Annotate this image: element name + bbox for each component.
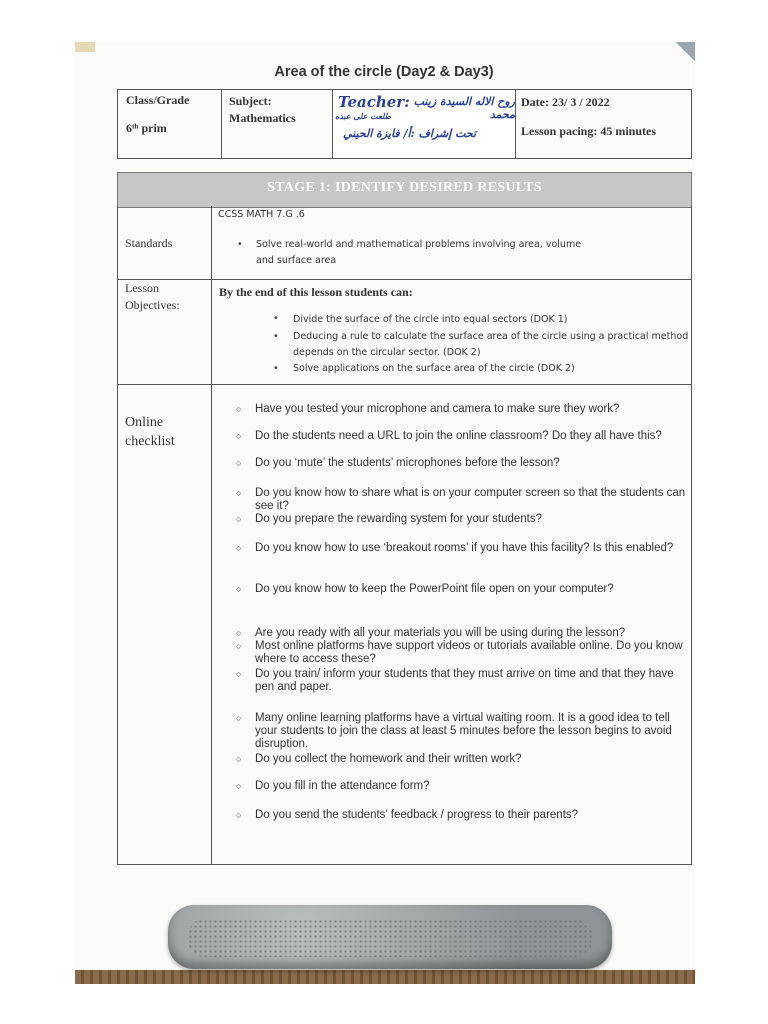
- plan-table: [117, 206, 692, 865]
- circle-bullet-icon: ○: [236, 669, 242, 679]
- subject-cell: [222, 90, 333, 158]
- checklist-item: ○ Do the students need a URL to join the online classroom? Do they all have this?: [236, 430, 662, 442]
- objectives-intro: By the end of this lesson students can:: [219, 285, 413, 299]
- subject-value: Mathematics: [229, 111, 296, 125]
- checklist-item: ○ Are you ready with all your materials you will be using during the lesson?: [236, 627, 626, 639]
- bullet-icon: •: [274, 362, 278, 374]
- circle-bullet-icon: ○: [236, 458, 242, 468]
- standard-text-line2: and surface area: [256, 255, 337, 266]
- subject-label: Subject:: [229, 94, 272, 108]
- bullet-icon: •: [274, 330, 278, 342]
- checklist-item: ○ Do you train/ inform your students that they must arrive on time and that they have pen and paper.: [236, 668, 674, 693]
- checklist-item: ○ Most online platforms have support videos or tutorials available online. Do you know where to access these?: [236, 640, 683, 665]
- objective-item: Solve applications on the surface area of the circle (DOK 2): [293, 363, 575, 374]
- wood-surface: [75, 970, 695, 984]
- checklist-label-line2: checklist: [125, 434, 175, 449]
- teacher-name-line1: روح الاله السيدة زينب محمد: [413, 95, 515, 121]
- circle-bullet-icon: ○: [236, 781, 242, 791]
- circle-bullet-icon: ○: [236, 488, 242, 498]
- objectives-label-line1: Lesson: [125, 281, 159, 295]
- checklist-item: ○ Do you know how to share what is on your computer screen so that the students can see it?: [236, 487, 686, 512]
- standard-code: CCSS MATH 7.G .6: [218, 209, 305, 220]
- objective-item-continued: depends on the circular sector. (DOK 2): [293, 347, 481, 358]
- checklist-item: ○ Do you ‘mute’ the students’ microphones before the lesson?: [236, 457, 560, 469]
- date-text: Date: 23/ 3 / 2022: [521, 95, 610, 109]
- column-divider: [211, 206, 212, 864]
- teacher-name-line2: طلعت على عبده: [335, 111, 391, 121]
- date-cell: [516, 90, 691, 158]
- checklist-item: ○ Do you know how to keep the PowerPoint file open on your computer?: [236, 583, 614, 595]
- stage-banner: STAGE 1: IDENTIFY DESIRED RESULTS: [117, 172, 692, 208]
- circle-bullet-icon: ○: [236, 431, 242, 441]
- checklist-item: ○ Do you fill in the attendance form?: [236, 780, 430, 792]
- checklist-item: ○ Do you know how to use ‘breakout rooms’ if you have this facility? Is this enabled?: [236, 542, 674, 554]
- objectives-label-line2: Objectives:: [125, 298, 180, 312]
- circle-bullet-icon: ○: [236, 628, 242, 638]
- objective-item: Divide the surface of the circle into equal sectors (DOK 1): [293, 314, 568, 325]
- circle-bullet-icon: ○: [236, 584, 242, 594]
- checklist-item: ○ Do you prepare the rewarding system for your students?: [236, 513, 543, 525]
- teacher-cell: [333, 90, 516, 158]
- objective-item: Deducing a rule to calculate the surface area of the circle using a practical method: [293, 331, 689, 342]
- grade-value: 6ᵗʰ prim: [126, 121, 167, 135]
- checklist-item: ○ Do you collect the homework and their written work?: [236, 753, 522, 765]
- checklist-item: ○ Do you send the students’ feedback / progress to their parents?: [236, 809, 579, 821]
- supervisor-line: تحت إشراف :أ/ فايزة الحيني: [343, 127, 477, 140]
- circle-bullet-icon: ○: [236, 514, 242, 524]
- clipboard-clip: [168, 905, 612, 969]
- circle-bullet-icon: ○: [236, 543, 242, 553]
- bullet-icon: •: [238, 238, 242, 250]
- row-divider: [118, 279, 691, 280]
- checklist-label-line1: Online: [125, 415, 164, 430]
- circle-bullet-icon: ○: [236, 754, 242, 764]
- checklist-item: ○ Have you tested your microphone and camera to make sure they work?: [236, 403, 620, 415]
- circle-bullet-icon: ○: [236, 810, 242, 820]
- header-table: [117, 89, 692, 159]
- lesson-pacing: Lesson pacing: 45 minutes: [521, 124, 657, 138]
- document-title: Area of the circle (Day2 & Day3): [274, 64, 494, 80]
- standard-text-line1: Solve real-world and mathematical problems involving area, volume: [256, 239, 582, 250]
- tape-corner: [75, 42, 95, 52]
- class-grade-label: Class/Grade: [126, 93, 190, 107]
- circle-bullet-icon: ○: [236, 713, 242, 723]
- row-divider: [118, 384, 691, 385]
- standards-label: Standards: [125, 236, 173, 250]
- bullet-icon: •: [274, 312, 278, 324]
- circle-bullet-icon: ○: [236, 641, 242, 651]
- checklist-item: ○ Many online learning platforms have a virtual waiting room. It is a good idea to tell your students to join the class at least 5 minutes before the lesson begins to avoid disruption.: [236, 712, 672, 750]
- circle-bullet-icon: ○: [236, 404, 242, 414]
- class-grade-cell: [118, 90, 222, 158]
- teacher-label: Teacher:: [338, 93, 410, 111]
